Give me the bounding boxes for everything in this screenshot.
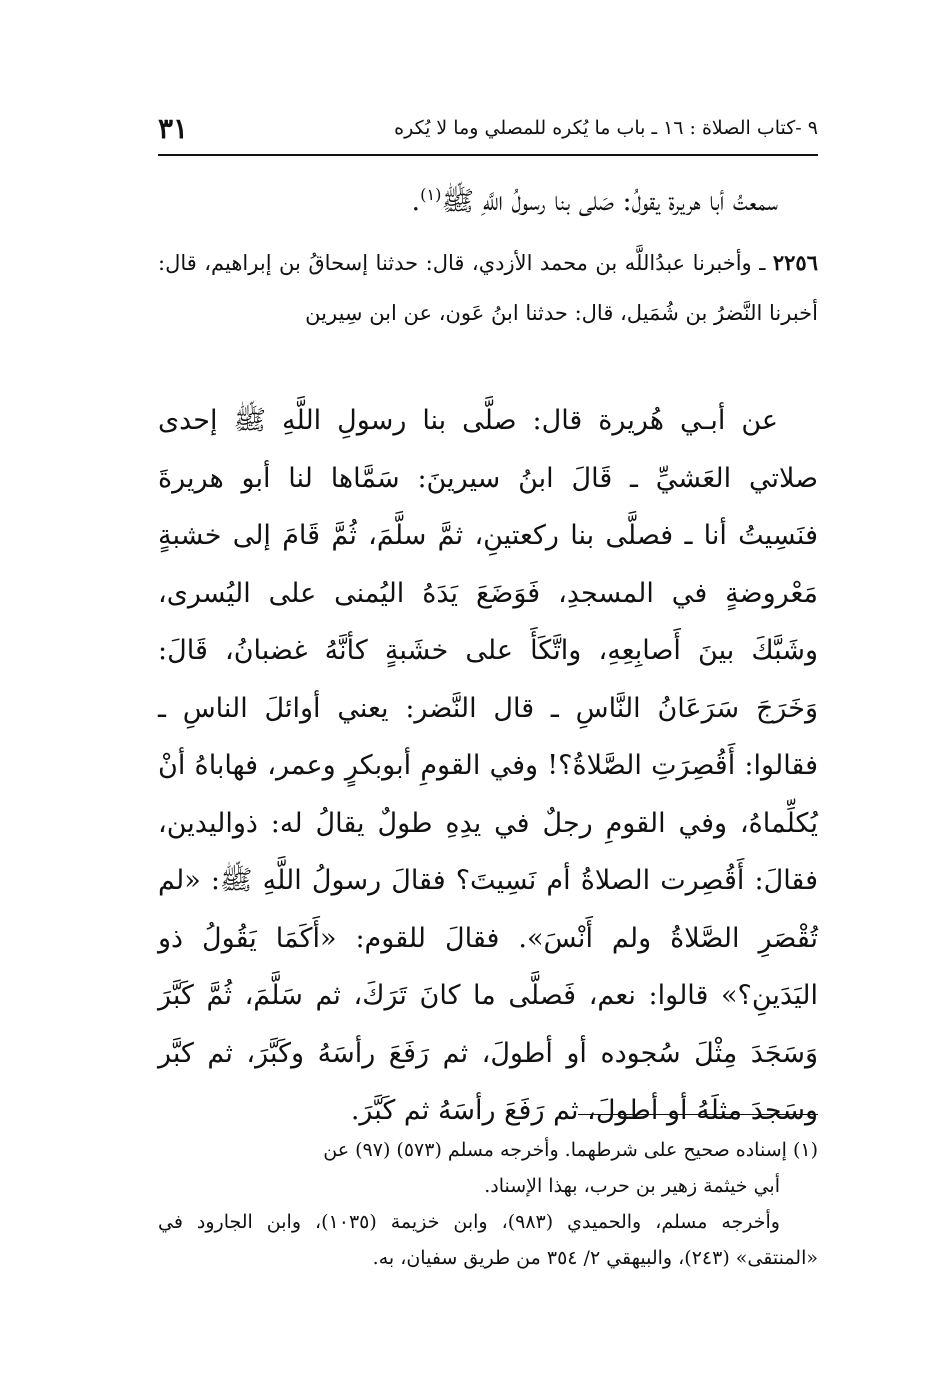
footnote-1-additional: وأخرجه مسلم، والحميدي (٩٨٣)، وابن خزيمة (١٠٣٥)، وابن الجارود في «المنتقى» (٢٤٣)، والبيهقي ٢/ ٣٥٤ من طريق سفيان، به. [158, 1211, 818, 1269]
footnote-rule [578, 1114, 818, 1115]
continued-line-tail: . [411, 186, 421, 217]
footnote-1-marker: (١) [792, 1139, 818, 1161]
footnote-1-continuation: أبي خيثمة زهير بن حرب، بهذا الإسناد. [484, 1175, 780, 1197]
hadith-matn [158, 392, 818, 1140]
continued-line [158, 178, 818, 226]
footnote-reference: (١) [420, 185, 442, 204]
header-rule [158, 154, 818, 156]
matn-text: عن أبـي هُريرة قال: صلَّى بنا رسولِ اللَّهِ ﷺ إحدى صلاتي العَشيِّ ـ قَالَ ابنُ سيرينَ: سَمَّاها لنا أبو هريرةَ فنَسِيتُ أنا ـ فصلَّى بنا ركعتينِ، ثمَّ سلَّمَ، ثُمَّ قَامَ إلى خشبةٍ مَعْروضةٍ في المسجدِ، فَوَضَعَ يَدَهُ اليُمنى على اليُسرى، وشَبَّكَ بينَ أَصابِعِهِ، واتَّكَأَ على خشَبةٍ كأنَّهُ غضبانُ، قَالَ: وَخَرَجَ سَرَعَانُ النَّاسِ ـ قال النَّضر: يعني أوائلَ الناسِ ـ فقالوا: أَقُصِرَتِ الصَّلاةُ؟! وفي القومِ أبوبكرٍ وعمر، فهاباهُ أنْ يُكلِّماهُ، وفي القومِ رجلٌ في يدِهِ طولٌ يقالُ له: ذواليدين، فقالَ: أَقُصِرت الصلاةُ أم نَسِيتَ؟ فقالَ رسولُ اللَّهِ ﷺ: «لم تُقْصَرِ الصَّلاةُ ولم أَنْسَ». فقالَ للقوم: «أَكَمَا يَقُولُ ذو اليَدَينِ؟» قالوا: نعم، فَصلَّى ما كانَ تَرَكَ، ثم سَلَّمَ، ثُمَّ كَبَّرَ وَسَجَدَ مِثْلَ سُجوده أو أطولَ، ثم رَفَعَ رأسَهُ وكَبَّرَ، ثم كبَّر وسَجدَ مثلَهُ أو أطولَ، ثم رَفَعَ رأسَهُ ثم كَبَّرَ. [158, 405, 818, 1126]
hadith-number: ٢٢٥٦ [772, 250, 818, 275]
page-number: ٣١ [158, 111, 189, 145]
footnote-1-text: إسناده صحيح على شرطهما. وأخرجه مسلم (٥٧٣) (٩٧) عن [323, 1139, 787, 1161]
isnad-text: ـ وأخبرنا عبدُاللَّه بن محمد الأزدي، قال: حدثنا إسحاقُ بن إبراهيم، قال: أخبرنا النَّضرُ بن شُمَيل، قال: حدثنا ابنُ عَون، عن ابن سِيرين [158, 251, 818, 325]
footnotes [158, 1132, 818, 1276]
hadith-isnad [158, 238, 818, 338]
continued-line-text: سمعتُ أبا هريرة يقولُ: صَلى بنا رسولُ اللَّهِ ﷺ [441, 186, 778, 217]
running-title: ٩ -كتاب الصلاة : ١٦ ـ باب ما يُكره للمصلي وما لا يُكره [394, 117, 818, 139]
page-header [158, 108, 818, 148]
footnote-1-line [158, 1132, 818, 1168]
